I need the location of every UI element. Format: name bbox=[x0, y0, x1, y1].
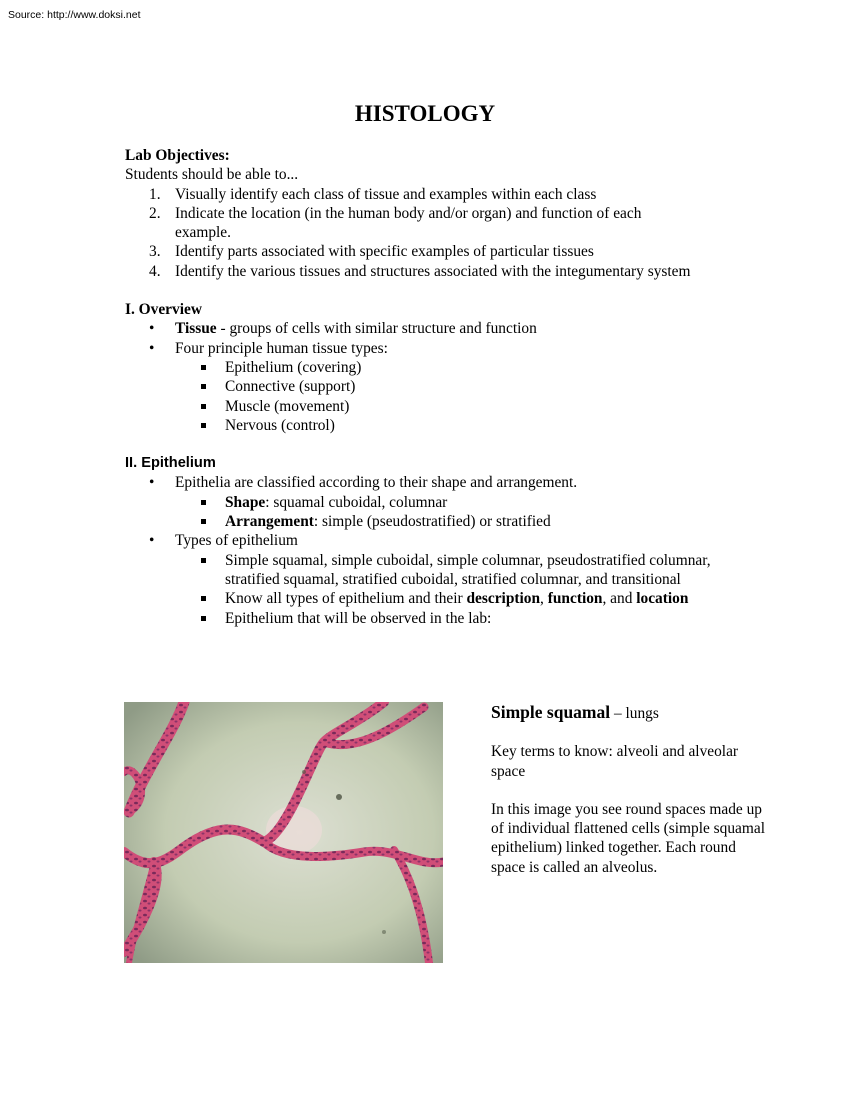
types-intro: Four principle human tissue types: bbox=[175, 339, 388, 357]
figure-caption bbox=[491, 703, 766, 877]
list-item bbox=[125, 397, 725, 416]
list-item bbox=[125, 512, 725, 531]
shape-term: Shape bbox=[225, 493, 266, 511]
key-terms: Key terms to know: alveoli and alveolar space bbox=[491, 743, 739, 780]
overview-heading: I. Overview bbox=[125, 301, 202, 319]
caption-subtitle: – lungs bbox=[610, 705, 659, 722]
item-number: 4. bbox=[149, 262, 161, 280]
bullet-icon: • bbox=[149, 339, 155, 357]
square-bullet-icon bbox=[201, 616, 206, 621]
page-title: HISTOLOGY bbox=[354, 101, 496, 126]
objective-item bbox=[125, 185, 695, 204]
objectives-list bbox=[125, 185, 765, 281]
list-item bbox=[125, 609, 725, 628]
bullet-icon: • bbox=[149, 474, 155, 492]
tissue-type: Nervous (control) bbox=[225, 416, 335, 434]
document-body bbox=[125, 146, 765, 628]
list-item bbox=[125, 358, 725, 377]
objective-text: Identify parts associated with specific examples of particular tissues bbox=[175, 243, 594, 261]
square-bullet-icon bbox=[201, 519, 206, 524]
objective-text: Identify the various tissues and structures associated with the integumentary system bbox=[175, 262, 691, 280]
arrangement-term: Arrangement bbox=[225, 513, 314, 531]
square-bullet-icon bbox=[201, 596, 206, 601]
bullet-icon: • bbox=[149, 532, 155, 550]
item-number: 1. bbox=[149, 185, 161, 203]
know-separator: , bbox=[540, 590, 548, 608]
item-number: 3. bbox=[149, 243, 161, 261]
epithelium-heading: II. Epithelium bbox=[125, 455, 216, 472]
list-item bbox=[125, 551, 725, 590]
classified-text: Epithelia are classified according to their shape and arrangement. bbox=[175, 474, 578, 492]
tissue-type: Epithelium (covering) bbox=[225, 358, 362, 376]
shape-text: : squamal cuboidal, columnar bbox=[265, 493, 448, 511]
list-item bbox=[125, 493, 725, 512]
objective-item bbox=[125, 262, 695, 281]
tissue-type: Connective (support) bbox=[225, 378, 356, 396]
list-item bbox=[125, 589, 725, 608]
caption-title: Simple squamal bbox=[491, 702, 611, 722]
objective-text: Visually identify each class of tissue and examples within each class bbox=[175, 185, 597, 203]
observed-text: Epithelium that will be observed in the lab: bbox=[225, 609, 492, 627]
caption-title-line bbox=[491, 703, 766, 723]
know-function: function bbox=[547, 590, 603, 608]
know-description: description bbox=[466, 590, 541, 608]
list-item bbox=[125, 319, 715, 338]
objectives-intro: Students should be able to... bbox=[125, 166, 299, 184]
epithelium-list bbox=[125, 473, 765, 627]
lung-tissue-micrograph bbox=[124, 702, 443, 963]
source-line: Source: http://www.doksi.net bbox=[8, 9, 141, 21]
objective-item bbox=[125, 204, 695, 243]
square-bullet-icon bbox=[201, 558, 206, 563]
square-bullet-icon bbox=[201, 404, 206, 409]
square-bullet-icon bbox=[201, 423, 206, 428]
objectives-heading: Lab Objectives: bbox=[125, 147, 230, 164]
square-bullet-icon bbox=[201, 365, 206, 370]
square-bullet-icon bbox=[201, 500, 206, 505]
list-item bbox=[125, 531, 715, 550]
list-item bbox=[125, 377, 725, 396]
know-separator: , and bbox=[602, 590, 637, 608]
objective-item bbox=[125, 242, 695, 261]
know-location: location bbox=[636, 590, 689, 608]
arrangement-text: : simple (pseudostratified) or stratified bbox=[313, 513, 551, 531]
list-item bbox=[125, 339, 715, 358]
caption-description: In this image you see round spaces made up of individual flattened cells (simple squamal epithelium) linked together. Each round space is called an alveolus. bbox=[491, 800, 765, 876]
tissue-definition: - groups of cells with similar structure and function bbox=[216, 320, 537, 338]
types-heading: Types of epithelium bbox=[175, 532, 298, 550]
tissue-term: Tissue bbox=[175, 320, 217, 338]
square-bullet-icon bbox=[201, 384, 206, 389]
know-text: Know all types of epithelium and their bbox=[225, 590, 467, 608]
list-item bbox=[125, 473, 715, 492]
bullet-icon: • bbox=[149, 320, 155, 338]
types-text: Simple squamal, simple cuboidal, simple columnar, pseudostratified columnar, stratified squamal, stratified cuboidal, stratified columnar, and transitional bbox=[225, 551, 711, 588]
micrograph-image bbox=[124, 702, 443, 963]
objective-text: Indicate the location (in the human body and/or organ) and function of each example. bbox=[175, 204, 642, 242]
item-number: 2. bbox=[149, 204, 161, 222]
tissue-type: Muscle (movement) bbox=[225, 397, 350, 415]
overview-list bbox=[125, 319, 765, 435]
list-item bbox=[125, 416, 725, 435]
